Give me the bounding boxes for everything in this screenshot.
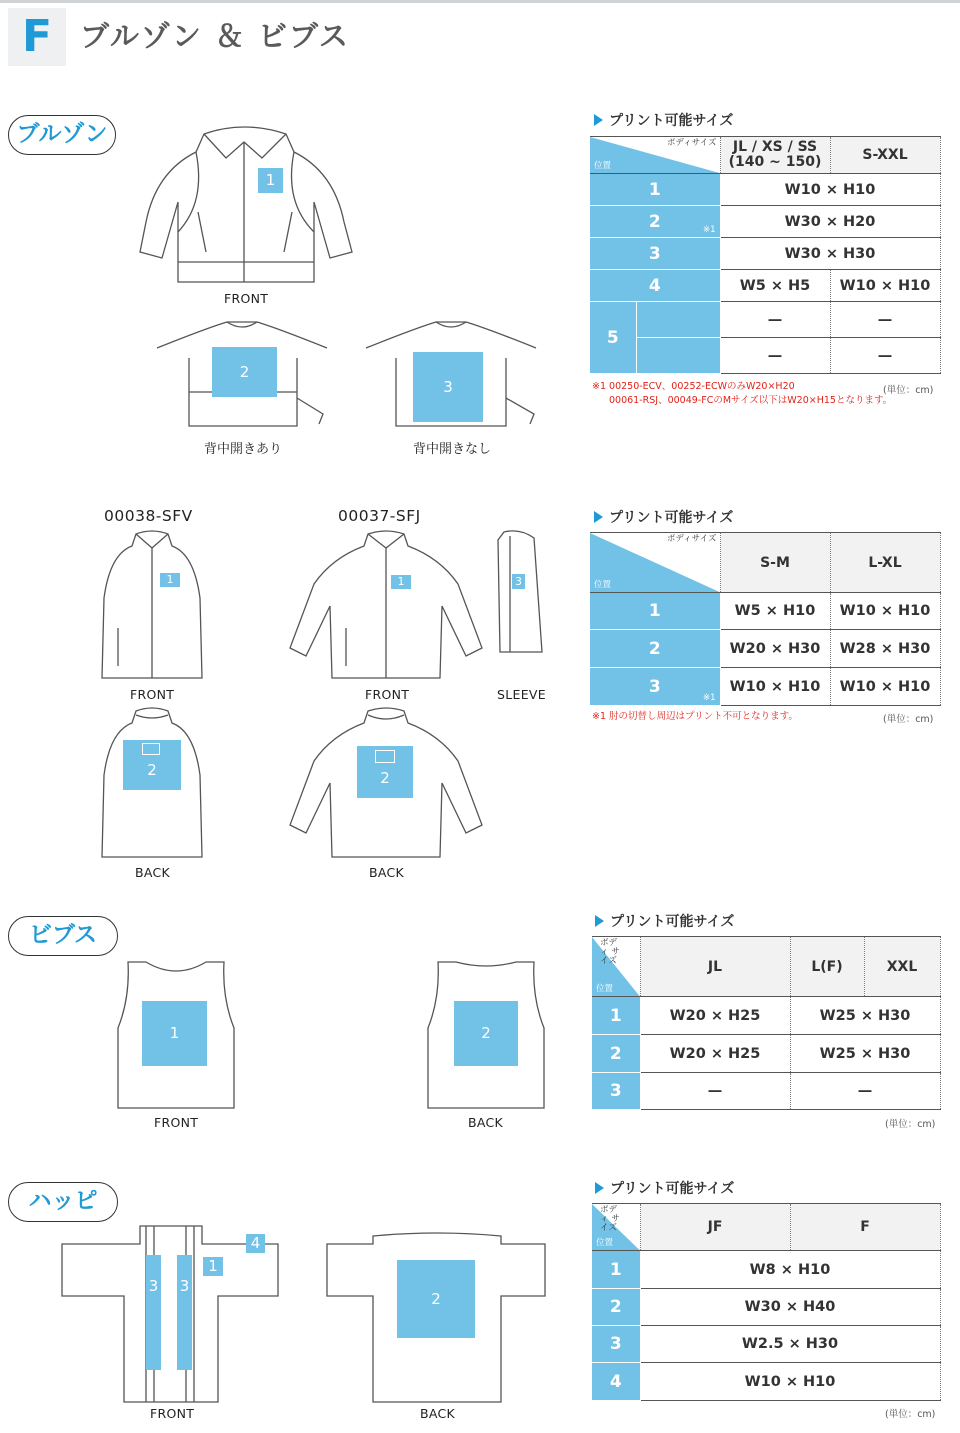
happi-front-caption: FRONT xyxy=(150,1406,195,1421)
table4-header: F xyxy=(790,1204,940,1251)
sfv-front-illustration xyxy=(98,528,206,682)
blouson-front-print-area: 1 xyxy=(258,168,283,193)
happi-back-print-area: 2 xyxy=(397,1260,475,1338)
table1-cell: — xyxy=(830,302,940,338)
top-rule xyxy=(0,0,960,3)
table3-cell: — xyxy=(790,1073,940,1110)
table1-cell: W5 × H5 xyxy=(720,270,830,302)
table1-cell: — xyxy=(720,338,830,374)
table1-pos: 1 xyxy=(590,174,720,206)
blouson-front-illustration xyxy=(134,112,356,292)
model-sfv-name: 00038-SFV xyxy=(104,507,193,525)
happi-front-print-area-4: 4 xyxy=(246,1234,265,1253)
table2-pos: 3 ※1 xyxy=(590,668,720,706)
table4-cell: W10 × H10 xyxy=(640,1363,940,1401)
table3-pos: 1 xyxy=(592,997,640,1035)
happi-back-caption: BACK xyxy=(420,1406,456,1421)
section-letter: F xyxy=(21,11,53,62)
happi-label: ハッピ xyxy=(8,1182,118,1222)
table4-corner: ボディ サイズ 位置 xyxy=(592,1204,640,1251)
table1-subpos xyxy=(636,338,720,374)
sfj-back-print-area: 2 xyxy=(357,746,413,798)
table4-unit: (単位：cm) xyxy=(885,1409,936,1420)
table2-cell: W20 × H30 xyxy=(720,630,830,668)
table1-pos: 5 xyxy=(590,302,636,374)
title-marker-icon xyxy=(594,511,603,523)
table3-title: プリント可能サイズ xyxy=(595,911,734,931)
blouson-label: ブルゾン xyxy=(8,115,116,155)
table4-cell: W30 × H40 xyxy=(640,1289,940,1326)
bibs-front-caption: FRONT xyxy=(154,1115,199,1130)
table1-print-sizes xyxy=(590,136,941,374)
sfj-back-caption: BACK xyxy=(369,865,405,880)
table1-cell: W30 × H30 xyxy=(720,238,940,270)
table2-note: ※1 肘の切替し周辺はプリント不可となります。 xyxy=(592,711,798,722)
table2-pos: 2 xyxy=(590,630,720,668)
table1-note-2: 00061-RSJ、00049-FCのMサイズ以下はW20×H15となります。 xyxy=(609,395,893,406)
table1-cell: W10 × H10 xyxy=(720,174,940,206)
bibs-front-print-area: 1 xyxy=(142,1001,207,1066)
table4-print-sizes xyxy=(592,1203,941,1401)
blouson-back1-caption: 背中開きあり xyxy=(204,442,283,457)
table1-header-jl: JL / XS / SS (140 ~ 150) xyxy=(720,137,830,174)
sfv-front-caption: FRONT xyxy=(130,687,175,702)
table1-header-sxxl: S-XXL xyxy=(830,137,940,174)
section-badge xyxy=(8,8,66,66)
sfj-front-illustration xyxy=(290,528,484,682)
table3-cell: — xyxy=(640,1073,790,1110)
happi-front-print-area-3a: 3 xyxy=(146,1255,161,1370)
table3-unit: (単位：cm) xyxy=(885,1119,936,1130)
table3-cell: W25 × H30 xyxy=(790,997,940,1035)
sfv-back-print-area: 2 xyxy=(123,740,181,790)
sfj-sleeve-caption: SLEEVE xyxy=(497,687,546,702)
sfj-back-small-box xyxy=(375,750,395,763)
model-sfj-name: 00037-SFJ xyxy=(338,507,421,525)
table2-header: S-M xyxy=(720,533,830,593)
table3-cell: W25 × H30 xyxy=(790,1035,940,1073)
sfv-back-caption: BACK xyxy=(135,865,171,880)
table3-cell: W20 × H25 xyxy=(640,997,790,1035)
blouson-back2-print-area: 3 xyxy=(413,352,483,422)
table4-header: JF xyxy=(640,1204,790,1251)
table4-pos: 1 xyxy=(592,1251,640,1289)
table3-header: JL xyxy=(640,937,790,997)
table4-cell: W2.5 × H30 xyxy=(640,1326,940,1363)
table4-pos: 2 xyxy=(592,1289,640,1326)
table1-corner: ボディサイズ 位置 xyxy=(590,137,720,174)
sfj-front-print-area: 1 xyxy=(391,575,411,589)
table2-print-sizes xyxy=(590,532,941,706)
table4-pos: 3 xyxy=(592,1326,640,1363)
bibs-back-print-area: 2 xyxy=(454,1001,518,1066)
table3-pos: 2 xyxy=(592,1035,640,1073)
table1-title: プリント可能サイズ xyxy=(594,110,733,130)
happi-front-print-area-1: 1 xyxy=(203,1257,223,1276)
sfj-sleeve-print-area: 3 xyxy=(512,574,525,589)
table2-cell: W5 × H10 xyxy=(720,593,830,630)
page-title: ブルゾン ＆ ビブス xyxy=(80,19,350,53)
sfj-sleeve-illustration xyxy=(494,528,546,658)
table1-subpos xyxy=(636,302,720,338)
table2-cell: W28 × H30 xyxy=(830,630,940,668)
table1-pos: 3 xyxy=(590,238,720,270)
table1-pos: 4 xyxy=(590,270,720,302)
title-marker-icon xyxy=(595,1182,604,1194)
table3-pos: 3 xyxy=(592,1073,640,1110)
table3-print-sizes xyxy=(592,936,941,1110)
table2-cell: W10 × H10 xyxy=(830,668,940,706)
title-marker-icon xyxy=(594,114,603,126)
bibs-label: ビブス xyxy=(8,916,118,956)
blouson-front-caption: FRONT xyxy=(224,291,269,306)
table1-cell: — xyxy=(720,302,830,338)
table4-title: プリント可能サイズ xyxy=(595,1178,734,1198)
table2-pos: 1 xyxy=(590,593,720,630)
sfv-front-print-area: 1 xyxy=(160,573,180,587)
sfj-front-caption: FRONT xyxy=(365,687,410,702)
table1-unit: (単位：cm) xyxy=(883,385,934,396)
bibs-back-caption: BACK xyxy=(468,1115,504,1130)
table1-cell: W10 × H10 xyxy=(830,270,940,302)
table3-header: L(F) xyxy=(790,937,864,997)
table2-header: L-XL xyxy=(830,533,940,593)
table2-cell: W10 × H10 xyxy=(830,593,940,630)
blouson-back2-caption: 背中開きなし xyxy=(413,442,492,457)
table3-header: XXL xyxy=(864,937,940,997)
table2-unit: (単位：cm) xyxy=(883,714,934,725)
happi-front-print-area-3b: 3 xyxy=(177,1255,192,1370)
table2-cell: W10 × H10 xyxy=(720,668,830,706)
table1-cell: W30 × H20 xyxy=(720,206,940,238)
table4-pos: 4 xyxy=(592,1363,640,1401)
table1-note-1: ※1 00250-ECV、00252-ECWのみW20×H20 xyxy=(592,381,795,392)
table1-cell: — xyxy=(830,338,940,374)
sfv-back-small-box xyxy=(142,743,160,755)
title-marker-icon xyxy=(595,915,604,927)
table2-corner: ボディサイズ 位置 xyxy=(590,533,720,593)
table3-corner: ボディ サイズ 位置 xyxy=(592,937,640,997)
table2-title: プリント可能サイズ xyxy=(594,507,733,527)
table3-cell: W20 × H25 xyxy=(640,1035,790,1073)
table4-cell: W8 × H10 xyxy=(640,1251,940,1289)
blouson-back1-print-area: 2 xyxy=(212,347,277,397)
table1-pos: 2 ※1 xyxy=(590,206,720,238)
